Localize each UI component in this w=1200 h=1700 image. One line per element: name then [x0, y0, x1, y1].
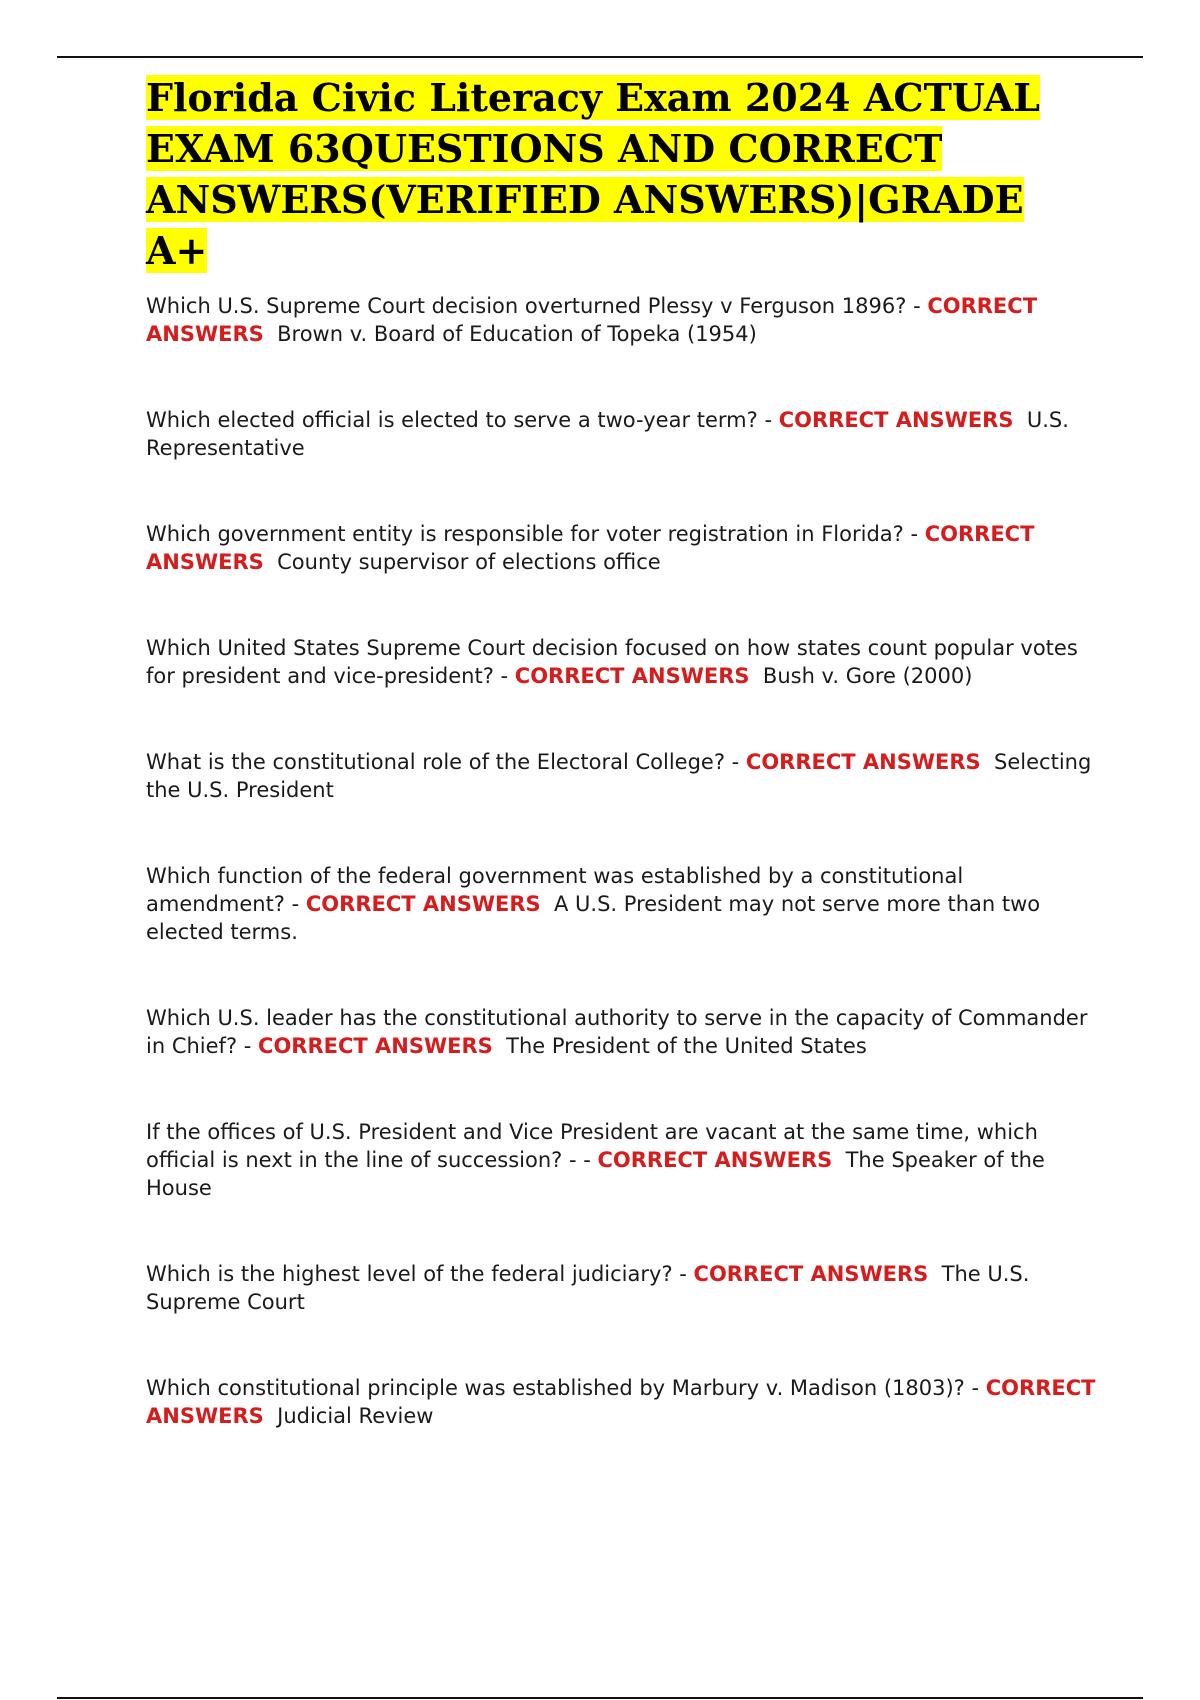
answer-text: Brown v. Board of Education of Topeka (1954) — [277, 322, 757, 346]
answer-text: Selecting the U.S. President — [146, 750, 1092, 802]
bottom-rule — [57, 1697, 1143, 1699]
question-answer-separator: - — [493, 664, 515, 688]
question-text: Which United States Supreme Court decision focused on how states count popular votes for president and vice-president? — [146, 636, 1078, 688]
answer-text: The U.S. Supreme Court — [146, 1262, 1030, 1314]
question-text: If the offices of U.S. President and Vice President are vacant at the same time, which official is next in the line of succession? — [146, 1120, 1038, 1172]
question-text: Which elected official is elected to serve a two-year term? — [146, 408, 758, 432]
correct-answers-label: CORRECT ANSWERS — [146, 522, 1035, 574]
answer-text: Bush v. Gore (2000) — [762, 664, 973, 688]
answer-text: County supervisor of elections office — [277, 550, 661, 574]
qa-item — [146, 1260, 1096, 1316]
correct-answers-label: CORRECT ANSWERS — [258, 1034, 493, 1058]
question-text: Which U.S. Supreme Court decision overturned Plessy v Ferguson 1896? — [146, 294, 907, 318]
question-answer-separator: - — [672, 1262, 694, 1286]
question-answer-separator: - — [237, 1034, 259, 1058]
question-answer-separator: - — [284, 892, 306, 916]
qa-item — [146, 520, 1096, 576]
page-content — [146, 72, 1096, 1430]
question-text: Which constitutional principle was established by Marbury v. Madison (1803)? — [146, 1376, 965, 1400]
question-answer-separator: - — [724, 750, 746, 774]
question-answer-separator: - — [903, 522, 925, 546]
answer-text: The Speaker of the House — [146, 1148, 1045, 1200]
question-answer-separator: - - — [562, 1148, 598, 1172]
correct-answers-label: CORRECT ANSWERS — [597, 1148, 833, 1172]
qa-item — [146, 634, 1096, 690]
qa-list — [146, 292, 1096, 1430]
correct-answers-label: CORRECT ANSWERS — [514, 664, 750, 688]
correct-answers-label: CORRECT ANSWERS — [745, 750, 981, 774]
correct-answers-label: CORRECT ANSWERS — [146, 294, 1038, 346]
correct-answers-label: CORRECT ANSWERS — [693, 1262, 929, 1286]
question-text: Which U.S. leader has the constitutional authority to serve in the capacity of Commander in Chief? — [146, 1006, 1088, 1058]
question-text: What is the constitutional role of the Electoral College? — [146, 750, 725, 774]
top-rule — [57, 56, 1143, 58]
qa-item — [146, 748, 1096, 804]
answer-text: Judicial Review — [277, 1404, 434, 1428]
document-title — [146, 72, 1096, 276]
title-highlight: Florida Civic Literacy Exam 2024 ACTUAL EXAM 63QUESTIONS AND CORRECT ANSWERS(VERIFIED ANSWERS)|GRADE A+ — [146, 75, 1041, 273]
qa-item — [146, 1118, 1096, 1202]
question-answer-separator: - — [906, 294, 928, 318]
qa-item — [146, 862, 1096, 946]
answer-text: A U.S. President may not serve more than two elected terms. — [146, 892, 1041, 944]
answer-text: The President of the United States — [506, 1034, 867, 1058]
correct-answers-label: CORRECT ANSWERS — [146, 1376, 1096, 1428]
question-text: Which function of the federal government was established by a constitutional amendment? — [146, 864, 964, 916]
answer-text: U.S. Representative — [146, 408, 1069, 460]
question-answer-separator: - — [757, 408, 779, 432]
qa-item — [146, 1004, 1096, 1060]
correct-answers-label: CORRECT ANSWERS — [778, 408, 1014, 432]
question-answer-separator: - — [964, 1376, 986, 1400]
question-text: Which is the highest level of the federal judiciary? — [146, 1262, 673, 1286]
qa-item — [146, 292, 1096, 348]
correct-answers-label: CORRECT ANSWERS — [305, 892, 541, 916]
question-text: Which government entity is responsible for voter registration in Florida? — [146, 522, 904, 546]
qa-item — [146, 1374, 1096, 1430]
qa-item — [146, 406, 1096, 462]
